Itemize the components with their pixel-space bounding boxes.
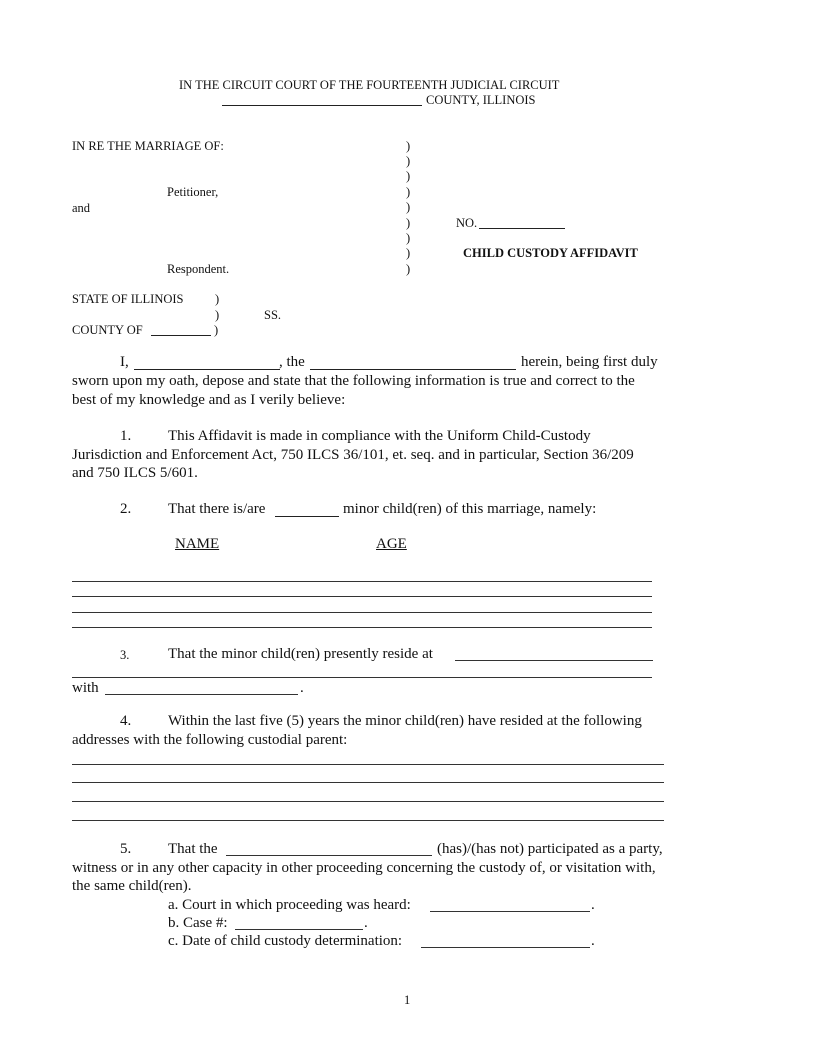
para5-text-1: (has)/(has not) participated as a party, (437, 841, 663, 857)
court-name-blank[interactable] (430, 911, 590, 912)
case-number-field-blank[interactable] (235, 929, 363, 930)
para4-text-2: addresses with the following custodial parent: (72, 732, 348, 748)
case-number-blank[interactable] (479, 216, 565, 229)
address-entry-line-1[interactable] (72, 764, 664, 765)
child-entry-line-2[interactable] (72, 596, 652, 597)
para3-text: That the minor child(ren) presently reside at (168, 646, 433, 662)
para1-text-1: This Affidavit is made in compliance with the Uniform Child-Custody (168, 428, 591, 444)
para5-number: 5. (120, 841, 132, 857)
para1-text-3: and 750 ILCS 5/601. (72, 465, 198, 481)
residence-blank-1[interactable] (455, 660, 653, 661)
document-title: CHILD CUSTODY AFFIDAVIT (463, 246, 638, 260)
affiant-role-blank[interactable] (310, 357, 516, 370)
para4-number: 4. (120, 713, 132, 729)
para3-number: 3. (120, 648, 130, 662)
respondent-label: Respondent. (167, 262, 230, 276)
caption-paren: ) (406, 185, 411, 199)
para2-text-b: minor child(ren) of this marriage, namely: (343, 501, 597, 517)
caption-paren: ) (406, 154, 411, 168)
party-name-blank[interactable] (226, 855, 432, 856)
column-age-header: AGE (376, 536, 407, 552)
para1-text-2: Jurisdiction and Enforcement Act, 750 ILCS 36/101, et. seq. and in particular, Section 36/209 (72, 447, 634, 463)
in-re-label: IN RE THE MARRIAGE OF: (72, 139, 224, 153)
and-label: and (72, 201, 91, 215)
court-heading: IN THE CIRCUIT COURT OF THE FOURTEENTH JUDICIAL CIRCUIT (179, 78, 560, 92)
county-of-blank[interactable] (151, 323, 211, 336)
affiant-name-blank[interactable] (134, 357, 280, 370)
ss-label: SS. (264, 308, 282, 322)
venue-paren: ) (215, 292, 220, 306)
para5-item-a-period: . (591, 897, 595, 913)
determination-date-blank[interactable] (421, 947, 590, 948)
county-of-label: COUNTY OF (72, 323, 143, 337)
para5-item-c: c. Date of child custody determination: (168, 933, 403, 949)
para5-item-b-period: . (364, 915, 368, 931)
intro-i: I, (120, 354, 129, 370)
caption-paren: ) (406, 200, 411, 214)
venue-paren: ) (214, 323, 219, 337)
para5-that-the: That the (168, 841, 218, 857)
state-label: STATE OF ILLINOIS (72, 292, 184, 306)
caption-paren: ) (406, 246, 411, 260)
child-entry-line-1[interactable] (72, 581, 652, 582)
caption-paren: ) (406, 216, 411, 230)
address-entry-line-2[interactable] (72, 782, 664, 783)
caption-paren: ) (406, 231, 411, 245)
caption-paren: ) (406, 262, 411, 276)
county-heading: COUNTY, ILLINOIS (426, 93, 536, 107)
petitioner-label: Petitioner, (167, 185, 219, 199)
county-blank[interactable] (222, 93, 422, 106)
intro-the: , the (279, 354, 305, 370)
child-entry-line-4[interactable] (72, 627, 652, 628)
para2-number: 2. (120, 501, 132, 517)
caption-paren: ) (406, 169, 411, 183)
para5-item-c-period: . (591, 933, 595, 949)
case-number-label: NO. (456, 216, 478, 230)
para5-text-3: the same child(ren). (72, 878, 192, 894)
residence-blank-2[interactable] (72, 677, 652, 678)
caption-paren: ) (406, 139, 411, 153)
child-count-blank[interactable] (275, 504, 339, 517)
intro-text-2: sworn upon my oath, depose and state that the following information is true and correct to the (72, 373, 635, 389)
para5-text-2: witness or in any other capacity in other proceeding concerning the custody of, or visitation with, (72, 860, 656, 876)
intro-text-1: herein, being first duly (521, 354, 658, 370)
venue-paren: ) (215, 308, 220, 322)
column-name-header: NAME (175, 536, 220, 552)
address-entry-line-4[interactable] (72, 820, 664, 821)
resides-with-blank[interactable] (105, 694, 298, 695)
child-entry-line-3[interactable] (72, 612, 652, 613)
address-entry-line-3[interactable] (72, 801, 664, 802)
para5-item-b: b. Case #: (168, 915, 228, 931)
para3-period: . (300, 680, 304, 696)
para4-text-1: Within the last five (5) years the minor child(ren) have resided at the following (168, 713, 642, 729)
intro-text-3: best of my knowledge and as I verily believe: (72, 392, 346, 408)
para3-with: with (72, 680, 99, 696)
para5-item-a: a. Court in which proceeding was heard: (168, 897, 411, 913)
page-number: 1 (404, 993, 411, 1007)
para1-number: 1. (120, 428, 132, 444)
para2-text-a: That there is/are (168, 501, 266, 517)
